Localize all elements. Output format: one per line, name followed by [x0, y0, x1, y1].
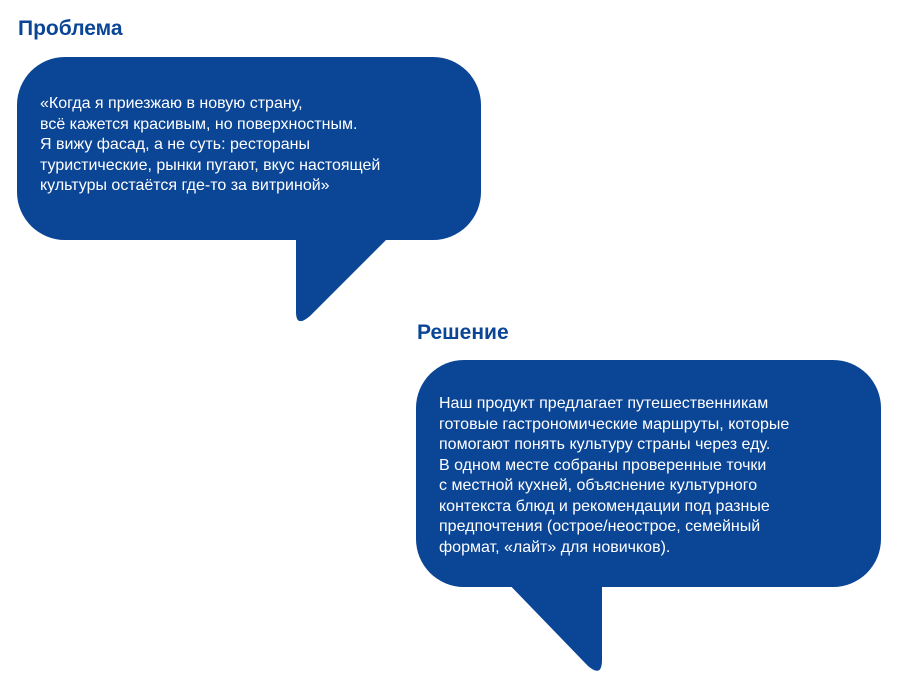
problem-quote-text — [40, 94, 380, 197]
solution-line: контекста блюд и рекомендации под разные — [439, 497, 770, 515]
problem-line: туристические, рынки пугают, вкус настоящей — [40, 156, 381, 174]
solution-line: готовые гастрономические маршруты, которые — [439, 415, 790, 433]
solution-line: предпочтения (острое/неострое, семейный — [439, 518, 761, 535]
solution-description-text — [439, 394, 789, 558]
solution-line: Наш продукт предлагает путешественникам — [439, 395, 769, 412]
problem-heading: Проблема — [18, 17, 123, 40]
solution-line: помогают понять культуру страны через еду. — [439, 436, 771, 453]
problem-line: культуры остаётся где-то за витриной» — [40, 177, 330, 194]
problem-line: «Когда я приезжаю в новую страну, — [40, 95, 303, 112]
solution-line: формат, «лайт» для новичков). — [439, 538, 671, 556]
problem-line: всё кажется красивым, но поверхностным. — [40, 115, 358, 133]
problem-line: Я вижу фасад, а не суть: рестораны — [40, 136, 311, 153]
solution-line: В одном месте собраны проверенные точки — [439, 456, 767, 474]
solution-heading: Решение — [417, 321, 509, 344]
solution-line: с местной кухней, объяснение культурного — [439, 477, 758, 494]
